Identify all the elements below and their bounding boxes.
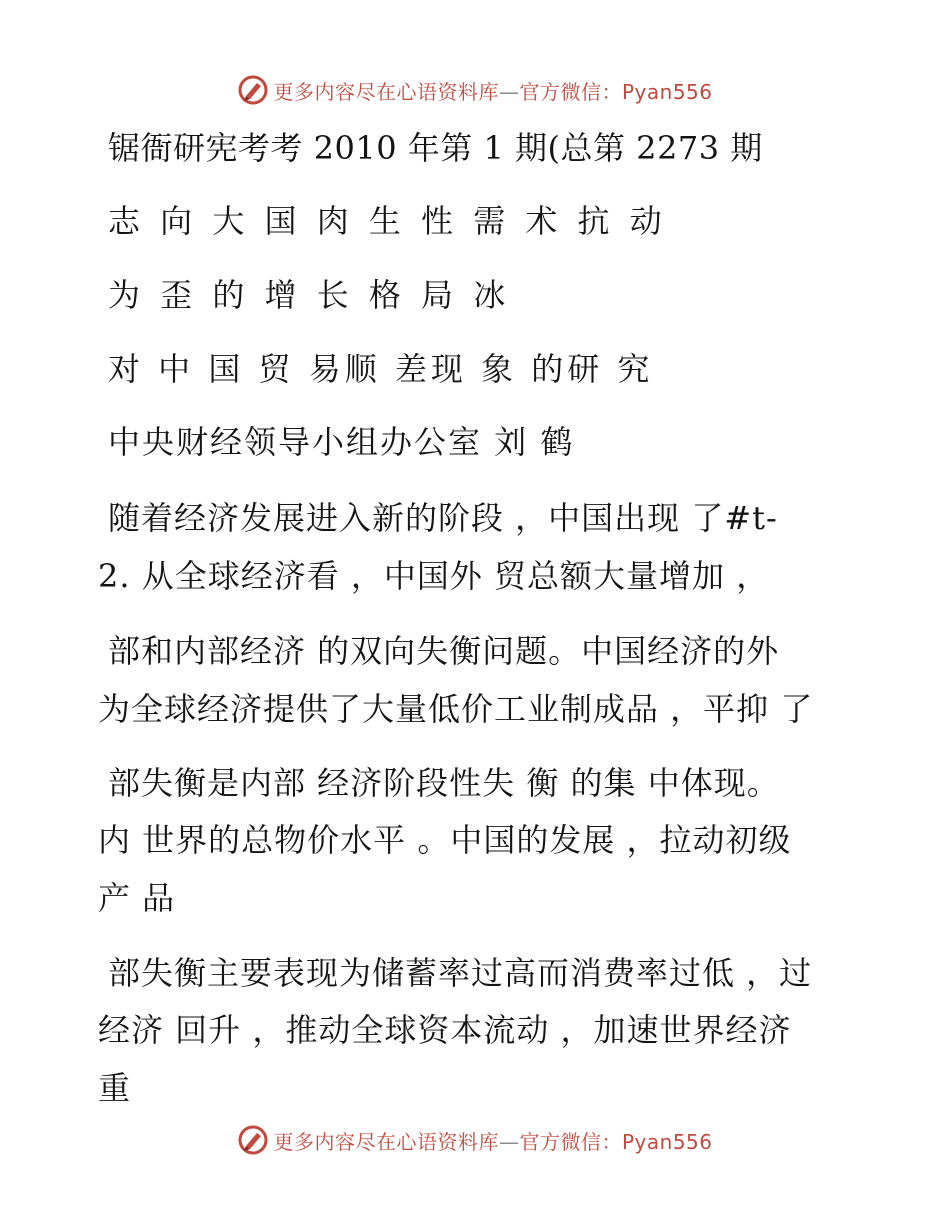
banner-wechat-label: 官方微信： [519, 1129, 622, 1154]
title-line-1: 志 向 大 国 肉 生 性 需 术 抗 动 [108, 202, 667, 240]
journal-header-line: 锯衙研宪考考 2010 年第 1 期(总第 2273 期 [108, 129, 763, 167]
title-line-2: 为 歪 的 增 长 格 局 冰 [108, 276, 511, 314]
banner-dash: — [498, 1129, 520, 1154]
header-watermark-banner [0, 68, 950, 112]
banner-dash: — [498, 79, 520, 104]
banner-text [273, 76, 712, 105]
footer-watermark-banner [0, 1118, 950, 1162]
banner-wechat-id: Pyan556 [621, 1129, 713, 1154]
banner-text [273, 1126, 712, 1155]
banner-wechat-label: 官方微信： [519, 79, 622, 104]
body-line: 重 [98, 1069, 132, 1107]
body-line: 部和内部经济 的双向失衡问题。中国经济的外 [108, 632, 780, 670]
body-line: 经济 回升 ，推动全球资本流动 ，加速世界经济 [98, 1011, 792, 1049]
title-line-3: 对 中 国 贸 易顺 差现 象 的研 究 [108, 350, 654, 388]
body-line: 为全球经济提供了大量低价工业制成品 ，平抑 了 [98, 690, 814, 728]
body-line: 部失衡是内部 经济阶段性失 衡 的集 中体现。 [108, 764, 780, 802]
pen-circle-logo-icon [237, 1124, 269, 1156]
pen-circle-logo-icon [237, 74, 269, 106]
author-line: 中央财经领导小组办公室 刘 鹤 [108, 423, 575, 461]
body-line: 随着经济发展进入新的阶段 ，中国出现 了#t- [108, 499, 778, 537]
body-line: 2. 从全球经济看 ，中国外 贸总额大量增加 ， [98, 557, 770, 595]
banner-wechat-id: Pyan556 [621, 79, 713, 104]
banner-main-text: 更多内容尽在心语资料库 [273, 1129, 499, 1154]
body-line: 内 世界的总物价水平 。中国的发展 ，拉动初级 [98, 821, 792, 859]
body-line: 产 品 [98, 879, 176, 917]
body-line: 部失衡主要表现为储蓄率过高而消费率过低 ，过 [108, 954, 813, 992]
banner-main-text: 更多内容尽在心语资料库 [273, 79, 499, 104]
